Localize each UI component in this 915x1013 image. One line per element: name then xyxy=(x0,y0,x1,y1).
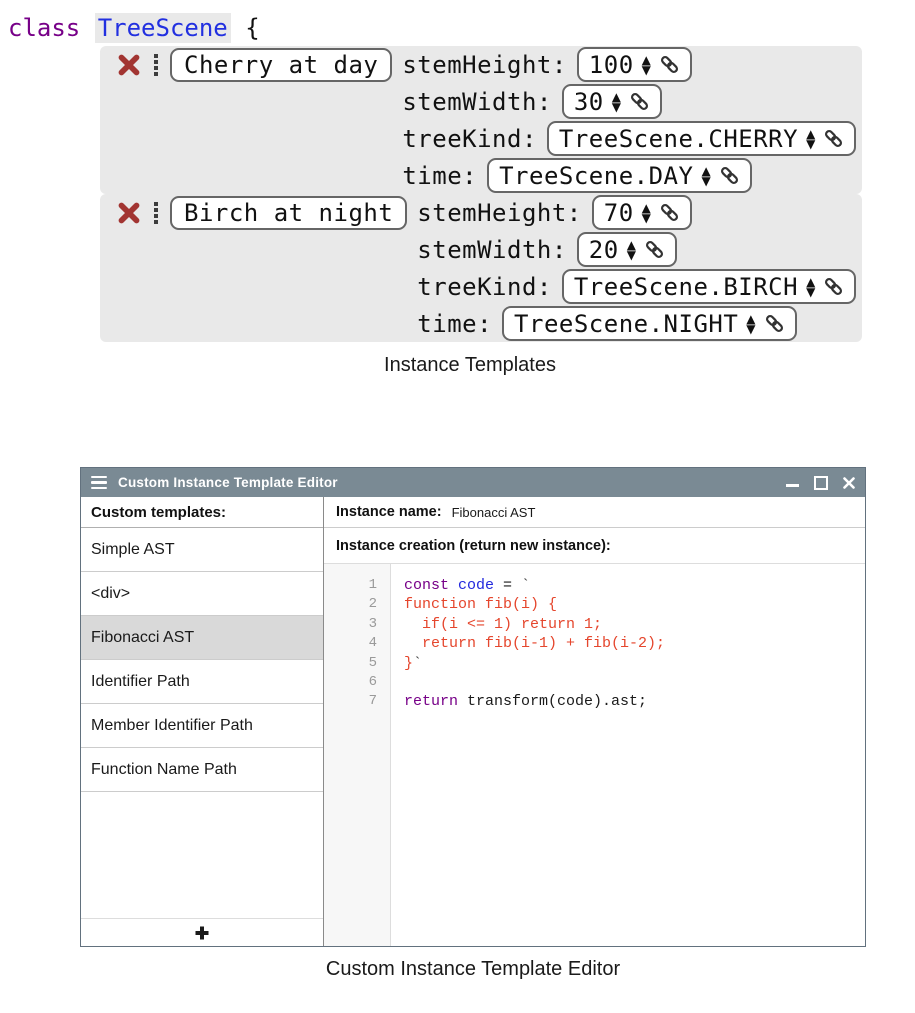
stepper-icon[interactable]: ▲ ▼ xyxy=(641,200,651,225)
field-value-box[interactable] xyxy=(487,158,752,193)
minimize-icon[interactable] xyxy=(786,484,799,487)
window-body xyxy=(81,497,865,946)
field-row xyxy=(402,46,856,83)
link-icon[interactable] xyxy=(629,91,650,112)
code-line xyxy=(404,595,865,614)
sidebar-item[interactable]: Simple AST xyxy=(81,528,323,572)
field-value: TreeScene.NIGHT xyxy=(514,309,739,338)
code-area[interactable] xyxy=(391,564,865,946)
stepper-icon[interactable]: ▲ ▼ xyxy=(641,52,651,77)
templates-sidebar xyxy=(81,497,324,946)
field-value-box[interactable] xyxy=(562,84,662,119)
stepper-icon[interactable]: ▲ ▼ xyxy=(701,163,711,188)
instance-name-value[interactable]: Fibonacci AST xyxy=(451,504,536,520)
line-number: 1 xyxy=(368,577,377,593)
line-number: 3 xyxy=(368,615,377,632)
template-fields xyxy=(402,46,856,194)
stepper-icon[interactable]: ▲ ▼ xyxy=(806,126,816,151)
field-value-box[interactable] xyxy=(577,232,677,267)
sidebar-list xyxy=(81,528,323,792)
kebab-handle-icon[interactable] xyxy=(154,54,158,76)
field-value: 70 xyxy=(603,198,634,227)
sidebar-item[interactable]: <div> xyxy=(81,572,323,616)
field-row xyxy=(417,268,856,305)
field-value-box[interactable] xyxy=(562,269,856,304)
instance-creation-label: Instance creation (return new instance): xyxy=(324,528,865,564)
field-value: 100 xyxy=(588,50,634,79)
stepper-icon[interactable]: ▲ ▼ xyxy=(746,311,756,336)
window-controls xyxy=(786,476,855,490)
field-row xyxy=(417,305,856,342)
code-editor[interactable] xyxy=(324,564,865,946)
instance-template xyxy=(100,46,862,194)
link-icon[interactable] xyxy=(659,202,680,223)
template-detail-panel xyxy=(324,497,865,946)
field-label: stemHeight: xyxy=(417,198,582,227)
line-number: 7 xyxy=(368,693,377,710)
link-icon[interactable] xyxy=(764,313,785,334)
field-row xyxy=(417,194,856,231)
code-token: if(i <= 1) return 1; xyxy=(404,615,603,633)
line-number-gutter xyxy=(324,564,391,946)
link-icon[interactable] xyxy=(719,165,740,186)
field-label: treeKind: xyxy=(417,272,552,301)
field-value: TreeScene.DAY xyxy=(499,161,694,190)
field-label: time: xyxy=(402,161,478,190)
delete-instance-icon[interactable] xyxy=(116,200,142,226)
field-value-box[interactable] xyxy=(577,47,692,82)
code-line xyxy=(404,576,865,595)
link-icon[interactable] xyxy=(823,128,844,149)
code-line xyxy=(404,692,865,711)
keyword-class: class xyxy=(8,14,95,42)
code-token xyxy=(449,577,458,594)
class-name[interactable]: TreeScene xyxy=(95,13,231,43)
menu-icon[interactable] xyxy=(91,476,107,490)
field-value-box[interactable] xyxy=(547,121,856,156)
field-row xyxy=(402,83,856,120)
top-caption: Instance Templates xyxy=(384,354,556,376)
link-icon[interactable] xyxy=(644,239,665,260)
field-label: stemWidth: xyxy=(402,87,552,116)
field-value: 30 xyxy=(573,87,604,116)
field-label: treeKind: xyxy=(402,124,537,153)
sidebar-item[interactable]: Member Identifier Path xyxy=(81,704,323,748)
field-value-box[interactable] xyxy=(592,195,692,230)
sidebar-header: Custom templates: xyxy=(81,497,323,528)
add-template-button[interactable] xyxy=(81,918,323,946)
template-controls xyxy=(100,194,407,231)
sidebar-spacer xyxy=(81,792,323,918)
bottom-caption: Custom Instance Template Editor xyxy=(325,958,621,980)
field-value: TreeScene.CHERRY xyxy=(558,124,799,153)
code-token: = xyxy=(494,577,522,594)
code-token: return xyxy=(404,693,459,711)
code-token: code xyxy=(458,577,495,594)
code-token: ` xyxy=(521,577,531,594)
window-title: Custom Instance Template Editor xyxy=(118,475,338,490)
code-token: function fib(i) { xyxy=(404,596,558,614)
field-value: TreeScene.BIRCH xyxy=(573,272,799,301)
code-line xyxy=(404,673,865,692)
line-number: 6 xyxy=(368,674,377,691)
sidebar-item[interactable]: Fibonacci AST xyxy=(81,616,323,660)
instance-name-button[interactable]: Cherry at day xyxy=(170,48,392,82)
code-token: ` xyxy=(413,654,423,672)
window-titlebar[interactable] xyxy=(81,468,865,497)
sidebar-item[interactable]: Identifier Path xyxy=(81,660,323,704)
instance-name-label: Instance name: xyxy=(336,504,442,520)
line-number: 2 xyxy=(368,596,377,613)
link-icon[interactable] xyxy=(823,276,844,297)
code-line xyxy=(404,634,865,653)
code-token: } xyxy=(404,654,414,672)
instance-name-button[interactable]: Birch at night xyxy=(170,196,407,230)
instance-templates-section xyxy=(0,0,915,377)
instance-template xyxy=(100,194,862,342)
kebab-handle-icon[interactable] xyxy=(154,202,158,224)
open-brace: { xyxy=(230,14,260,42)
field-row xyxy=(417,231,856,268)
link-icon[interactable] xyxy=(659,54,680,75)
field-label: time: xyxy=(417,309,493,338)
line-number: 4 xyxy=(368,635,377,652)
template-controls xyxy=(100,46,392,83)
stepper-icon[interactable]: ▲ ▼ xyxy=(626,237,636,262)
plus-icon xyxy=(194,925,210,941)
field-label: stemHeight: xyxy=(402,50,567,79)
sidebar-item[interactable]: Function Name Path xyxy=(81,748,323,792)
delete-instance-icon[interactable] xyxy=(116,52,142,78)
instance-templates-list xyxy=(100,46,915,342)
code-line-class-declaration xyxy=(8,13,915,43)
template-fields xyxy=(417,194,856,342)
field-row xyxy=(402,120,856,157)
code-token: return fib(i-1) + fib(i-2); xyxy=(404,635,666,653)
maximize-icon[interactable] xyxy=(814,476,828,490)
stepper-icon[interactable]: ▲ ▼ xyxy=(611,89,621,114)
code-token: transform(code).ast; xyxy=(458,693,648,711)
code-line xyxy=(404,654,865,673)
field-value: 20 xyxy=(588,235,619,264)
custom-template-editor-window xyxy=(80,467,866,947)
field-label: stemWidth: xyxy=(417,235,567,264)
code-token: const xyxy=(404,577,450,594)
instance-name-row xyxy=(324,497,865,528)
close-icon[interactable] xyxy=(843,477,855,489)
field-value-box[interactable] xyxy=(502,306,796,341)
line-number: 5 xyxy=(368,654,377,671)
code-line xyxy=(404,615,865,634)
stepper-icon[interactable]: ▲ ▼ xyxy=(806,274,816,299)
field-row xyxy=(402,157,856,194)
